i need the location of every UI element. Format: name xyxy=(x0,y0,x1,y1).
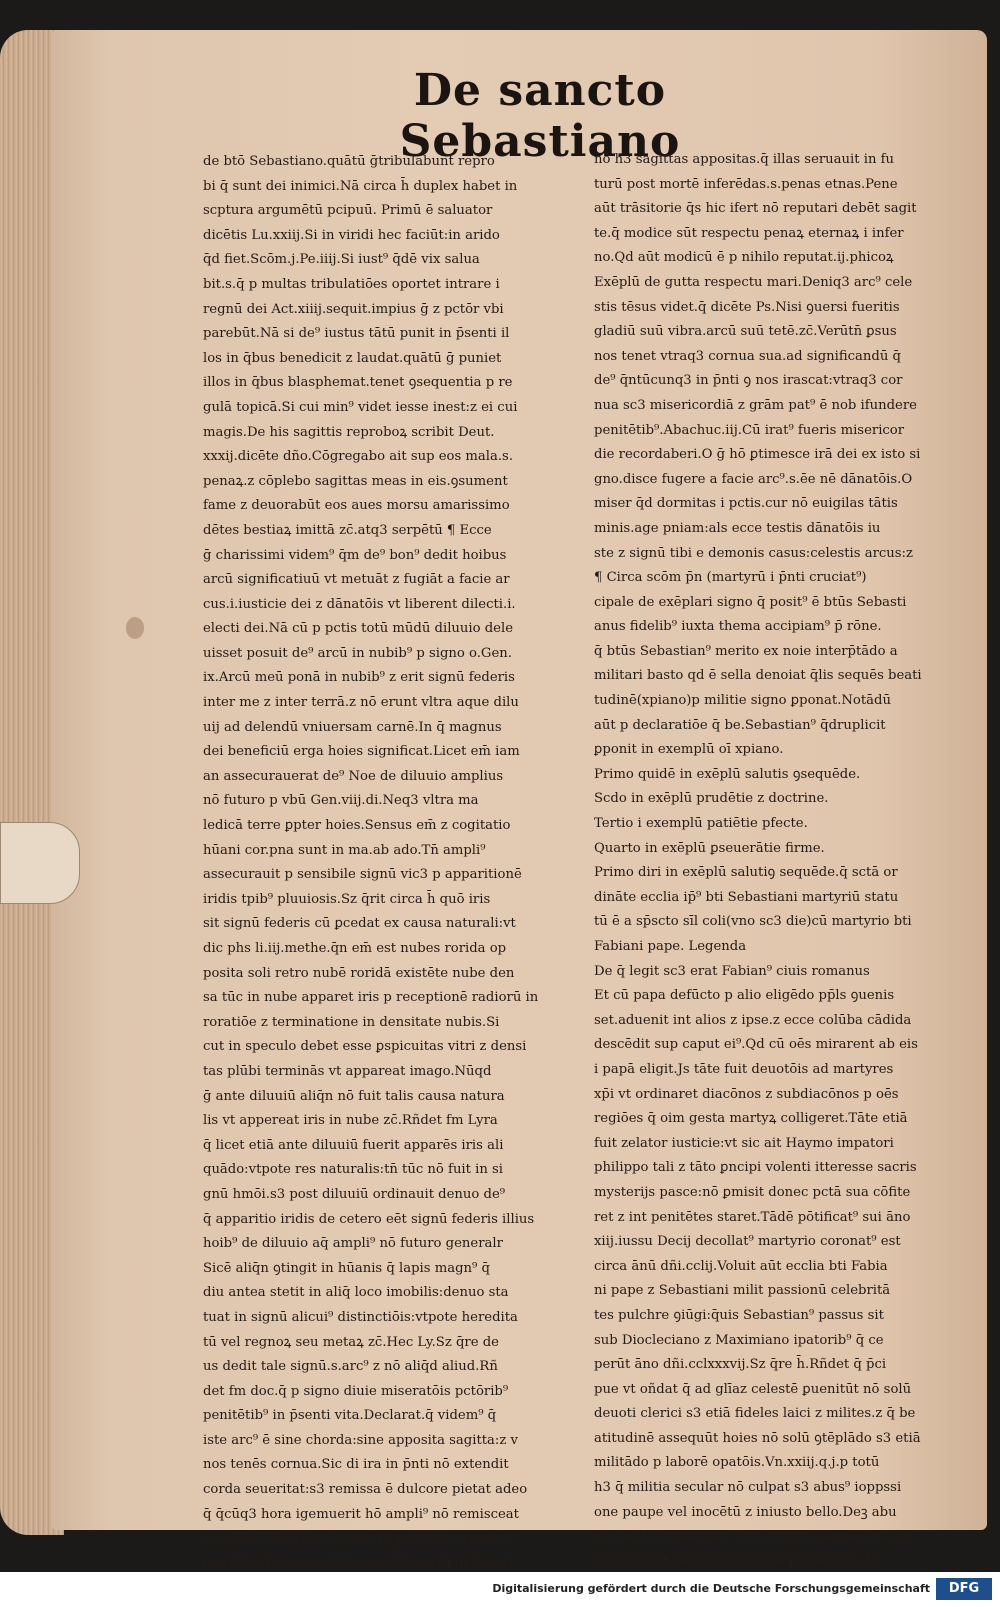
text-line: aūt trāsitorie q̄s hic ifert nō reputari debēt sagit xyxy=(594,201,917,217)
left-text-column xyxy=(203,150,578,1576)
text-line: q̄d fiet.Scōm.j.Pe.iiij.Si iust⁹ q̄dē vix salua xyxy=(203,252,480,268)
text-line: arcū significatiuū vt metuāt z fugiāt a facie ar xyxy=(203,572,510,588)
footer-bar xyxy=(0,1572,1000,1607)
text-line: q̄ apparitio iridis de cetero eēt signū federis illius xyxy=(203,1211,535,1227)
text-line: die recordaberi.O ḡ hō ꝑtimesce irā dei ex isto si xyxy=(594,447,921,463)
text-line: stis tēsus videt.q̄ dicēte Ps.Nisi ꝯuersi fueritis xyxy=(594,299,900,315)
text-line: magis.De his sagittis reproboꝝ scribit Deut. xyxy=(203,424,495,440)
text-line: dic phs li.iij.methe.q̄n em̄ est nubes rorida op xyxy=(203,941,507,956)
text-line: sū cauit b.Sebastian⁹ ḡ ē exēplū ꝯsequēde salut xyxy=(594,1529,912,1545)
text-line: Quarto in exēplū ꝑseuerātie firme. xyxy=(594,840,825,856)
footer-credit: Digitalisierung gefördert durch die Deutsche Forschungsgemeinschaft xyxy=(492,1582,930,1595)
text-line: militādo p laborē opatōis.Vn.xxiij.q.j.p totū xyxy=(594,1455,880,1471)
text-line: corda seueritat:s3 remissa ē dulcore pietat adeo xyxy=(203,1482,528,1498)
text-line: sub Diocleciano z Maximiano ipatorib⁹ q̄ ce xyxy=(594,1332,884,1348)
text-line: de btō Sebastiano.quātū ḡtribulabunt repro xyxy=(203,154,495,169)
text-line: cus.i.iusticie dei z dānatōis vt liberent dilecti.i. xyxy=(203,596,516,612)
text-line: militari basto qd ē sella denoiat q̄lis sequēs beati xyxy=(594,668,922,684)
page-title: De sancto Sebastiano xyxy=(399,65,681,167)
text-line: dināte ecclia ip̄⁹ bti Sebastiani martyriū statu xyxy=(594,889,899,905)
text-line: nō futuro p vbū Gen.viij.di.Neq3 vltra ma xyxy=(203,793,479,809)
text-line: nos tenet vtraq3 cornua sua.ad significandū q̄ xyxy=(594,348,901,364)
text-line: deuoti clerici s3 etiā fideles laici z milites.z q̄ be xyxy=(594,1406,916,1422)
text-line: regnū dei Act.xiiij.sequit.impius ḡ z pctōr vbi xyxy=(203,301,504,317)
text-line: dei beneficiū erga hoies significat.Licet em̄ iam xyxy=(203,744,520,760)
text-line: xxxij.dicēte dño.Cōgregabo ait sup eos mala.s. xyxy=(203,449,514,465)
text-line: bi q̄ sunt dei inimici.Nā circa h̄ duplex habet in xyxy=(203,178,518,194)
text-line: nos dūs vt misereat Esa.xxx.Itē ira di in p̄senti xyxy=(203,1555,513,1571)
text-line: tū vel regnoꝝ seu metaꝝ zc̄.Hec Ly.Sz q̄re de xyxy=(203,1334,499,1350)
text-line: tas plūbi terminās vt appareat imago.Nūqd xyxy=(203,1063,492,1079)
ink-stain xyxy=(126,617,144,639)
text-line: uisset posuit de⁹ arcū in nubib⁹ p signo o.Gen. xyxy=(203,645,512,661)
text-line: uij ad delendū vniuersam carnē.In q̄ magnus xyxy=(203,719,502,735)
text-line: h3 q̄ militia secular nō culpat s3 abus⁹ ioppssi xyxy=(594,1480,902,1496)
text-line: regiōes q̄ oim gesta martyꝝ colligeret.Tāte etiā xyxy=(594,1111,908,1127)
text-line: an assecurauerat de⁹ Noe de diluuio amplius xyxy=(203,768,504,784)
text-line: electi dei.Nā cū p pctis totū mūdū diluuio dele xyxy=(203,621,514,637)
text-line: q̄ btūs Sebastian⁹ merito ex noie interp̄tādo a xyxy=(594,643,898,659)
text-line: aūt p declaratiōe q̄ be.Sebastian⁹ q̄druplicit xyxy=(594,717,886,733)
text-line: one paupe vel inocētū z iniusto bello.Deꝫ abu xyxy=(594,1504,897,1520)
page-clip xyxy=(0,822,80,904)
text-line: scptura argumētū pcipuū. Primū ē saluator xyxy=(203,203,493,219)
text-line: minis.age pniam:als ecce testis dānatōis iu xyxy=(594,520,881,536)
text-line: Exēplū de gutta respectu mari.Deniq3 arc⁹ cele xyxy=(594,274,913,290)
text-line: penitētib⁹ in p̄senti vita.Declarat.q̄ videm⁹ q̄ xyxy=(203,1408,497,1424)
text-line: ste z signū tibi e demonis casus:celestis arcus:z xyxy=(594,545,913,561)
text-line: iridis tpib⁹ pluuiosis.Sz q̄rit circa h̄ quō iris xyxy=(203,891,491,907)
text-line: ni pape z Sebastiani milit passionū celebritā xyxy=(594,1283,891,1299)
right-text-column xyxy=(594,148,969,1574)
text-line: de⁹ q̄ntūcunq3 in p̄nti ꝯ nos irascat:vtraq3 cor xyxy=(594,373,903,389)
text-line: Fabiani pape. Legenda xyxy=(594,939,747,954)
text-line: descēdit sup caput ei⁹.Qd cū oēs mirarent ab eis xyxy=(594,1037,918,1053)
dfg-logo: DFG xyxy=(936,1578,992,1600)
text-line: parebūt.Nā si de⁹ iustus tātū punit in p̄senti il xyxy=(203,326,510,342)
text-line: te.q̄ modice sūt respectu penaꝝ eternaꝝ i infer xyxy=(594,225,904,241)
text-line: i papā eligit.Js tāte fuit deuotōis ad martyres xyxy=(594,1061,894,1077)
text-line: dicētis Lu.xxiij.Si in viridi hec faciūt:in arido xyxy=(203,227,500,243)
text-line: tes pulchre ꝯiūgi:q̄uis Sebastian⁹ passus sit xyxy=(594,1307,884,1323)
text-line: nua sc3 misericordiā z grām pat⁹ ē nob ifundere xyxy=(594,397,917,413)
text-line: posita soli retro nubē roridā existēte nube den xyxy=(203,965,515,981)
text-line: perūt āno dñi.cclxxxvij.Sz q̄re h̄.Rñdet q̄ p̄ci xyxy=(594,1357,887,1373)
text-line: assecurauit p sensibile signū vic3 p apparitionē xyxy=(203,867,522,883)
text-line: los in q̄bus benedicit z laudat.quātū ḡ puniet xyxy=(203,350,502,366)
text-line: fame z deuorabūt eos aues morsu amarissimo xyxy=(203,498,510,514)
text-line: det fm doc.q̄ p signo diuie miseratōis pctōrib⁹ xyxy=(203,1383,509,1399)
text-line: hūani cor.pna sunt in ma.ab ado.Tn̄ ampli⁹ xyxy=(203,842,486,858)
text-line: atitudinē assequūt hoies nō solū ꝯtēplādo s3 etiā xyxy=(594,1430,921,1446)
text-line: diu antea stetit in aliq̄ loco imobilis:denuo sta xyxy=(203,1285,509,1301)
text-line: set.aduenit int alios z ipse.z ecce colūba cādida xyxy=(594,1012,912,1028)
text-line: gladiū suū vibra.arcū suū tetē.zc̄.Verūtn̄ ꝑsus xyxy=(594,324,897,340)
text-line: sit signū federis cū ꝑcedat ex causa naturali:vt xyxy=(203,916,516,932)
text-line: philippo tali z tāto ꝑncipi volenti itteresse sacris xyxy=(594,1160,917,1176)
text-line: ꝑponit in exemplū oī xpiano. xyxy=(594,742,784,758)
text-line: penitētib⁹.Abachuc.iij.Cū irat⁹ fueris misericor xyxy=(594,422,905,438)
text-line: mysterijs pasce:nō ꝑmisit donec pctā sua cōfite xyxy=(594,1184,911,1200)
text-line: nō h3 sagittas appositas.q̄ illas seruauit in fu xyxy=(594,152,895,167)
text-line: us dedit tale signū.s.arc⁹ z nō aliq̄d aliud.Rñ xyxy=(203,1359,498,1375)
text-line: pue vt oñdat q̄ ad glīaz celestē ꝑuenitūt nō solū xyxy=(594,1381,912,1397)
text-line: ḡ ante diluuiū aliq̄n nō fuit talis causa natura xyxy=(203,1088,505,1104)
text-line: anus fidelib⁹ iuxta thema accipiam⁹ p̄ rōne. xyxy=(594,619,882,635)
text-line: turū post mortē inferēdas.s.penas etnas.Pene xyxy=(594,176,898,192)
text-line: De q̄ legit sc3 erat Fabian⁹ ciuis romanus xyxy=(594,963,870,979)
text-line: cipale de exēplari signo q̄ posit⁹ ē btūs Sebasti xyxy=(594,594,907,610)
text-line: tū ē a sp̄scto sīl coli(vno sc3 die)cū martyrio bti xyxy=(594,914,912,930)
text-line: etiā laicis ¶ Scdo ē in exēplū prudētie z do xyxy=(594,1553,878,1569)
text-line: q̄ licet etiā ante diluuiū fuerit apparēs iris ali xyxy=(203,1137,504,1153)
text-line: iste arc⁹ ē sine chorda:sine apposita sagitta:z v xyxy=(203,1432,518,1448)
text-line: xp̄i vt ordinaret diacōnos z subdiacōnos p oēs xyxy=(594,1086,899,1102)
text-line: xiij.iussu Decij decollat⁹ martyrio coronat⁹ est xyxy=(594,1234,901,1250)
text-line: ret z int penitētes staret.Tādē pōtificat⁹ sui āno xyxy=(594,1209,911,1225)
text-line: dētes bestiaꝝ imittā zc̄.atq3 serpētū ¶ Ecce xyxy=(203,522,492,538)
text-line: Tertio i exemplū patiētie pfecte. xyxy=(594,816,808,832)
text-line: no.Qd aūt modicū ē p nihilo reputat.ij.phicoꝝ xyxy=(594,250,894,266)
text-line: ledicā terre ꝑpter hoies.Sensus em̄ z cogitatio xyxy=(203,818,511,834)
text-line: lis vt appereat iris in nube zc̄.Rñdet fm Lyra xyxy=(203,1113,498,1129)
text-line: q̄ q̄cūq3 hora igemuerit hō ampli⁹ nō remisceat xyxy=(203,1506,519,1522)
text-line: bit.s.q̄ p multas tribulatiōes oportet intrare i xyxy=(203,276,500,292)
text-line: tudinē(xpiano)p militie signo ꝑponat.Notādū xyxy=(594,693,891,709)
text-line: quādo:vtpote res naturalis:tn̄ tūc nō fuit in si xyxy=(203,1162,504,1178)
text-line: ḡ charissimi videm⁹ q̄m de⁹ bon⁹ dedit hoibus xyxy=(203,547,507,563)
text-line: inter me z inter terrā.z nō erunt vltra aque dilu xyxy=(203,695,519,711)
text-line: gulā topicā.Si cui min⁹ videt iesse inest:z ei cui xyxy=(203,399,518,415)
text-line: penaꝝ.z cōplebo sagittas meas in eis.ꝯsument xyxy=(203,473,508,489)
text-line: Et cū papa defūcto p alio eligēdo pp̄ls ꝯuenis xyxy=(594,988,895,1004)
text-line: Scdo in exēplū prudētie z doctrine. xyxy=(594,791,829,807)
text-line: tuat in signū alicui⁹ distinctiōis:vtpote heredita xyxy=(203,1309,518,1325)
text-line: circa ānū dñi.cclij.Voluit aūt ecclia bti Fabia xyxy=(594,1258,888,1274)
text-line: hoib⁹ de diluuio aq̄ ampli⁹ nō futuro generalr xyxy=(203,1236,503,1252)
text-line: oim iniquitatū Ezech.xviij.Et patiēter expectat xyxy=(203,1531,511,1547)
text-line: illos in q̄bus blasphemat.tenet ꝯsequentia p re xyxy=(203,375,513,391)
text-line: gno.disce fugere a facie arc⁹.s.ēe nē dānatōis.O xyxy=(594,471,913,487)
text-line: cut in speculo debet esse ꝑspicuitas vitri z densi xyxy=(203,1039,527,1055)
text-line: miser q̄d dormitas i pctis.cur nō euigilas tātis xyxy=(594,496,898,512)
text-line: gnū hmōi.s3 post diluuiū ordinauit denuo de⁹ xyxy=(203,1186,506,1202)
text-line: fuit zelator iusticie:vt sic ait Haymo impatori xyxy=(594,1135,894,1151)
text-line: ¶ Circa scōm p̄n (martyrū i p̄nti cruciat⁹) xyxy=(594,570,867,586)
text-line: Sicē aliq̄n ꝯtingit in hūanis q̄ lapis magn⁹ q̄ xyxy=(203,1260,490,1276)
text-line: Primo quidē in exēplū salutis ꝯsequēde. xyxy=(594,766,861,782)
text-line: nos tenēs cornua.Sic di ira in p̄nti nō extendit xyxy=(203,1457,509,1473)
text-line: ix.Arcū meū ponā in nubib⁹ z erit signū federis xyxy=(203,670,515,686)
text-line: sa tūc in nube apparet iris p receptionē radiorū in xyxy=(203,990,539,1006)
text-line: roratiōe z terminatione in densitate nubis.Si xyxy=(203,1014,500,1030)
text-line: Primo diri in exēplū salutiꝯ sequēde.q̄ sctā or xyxy=(594,865,898,881)
